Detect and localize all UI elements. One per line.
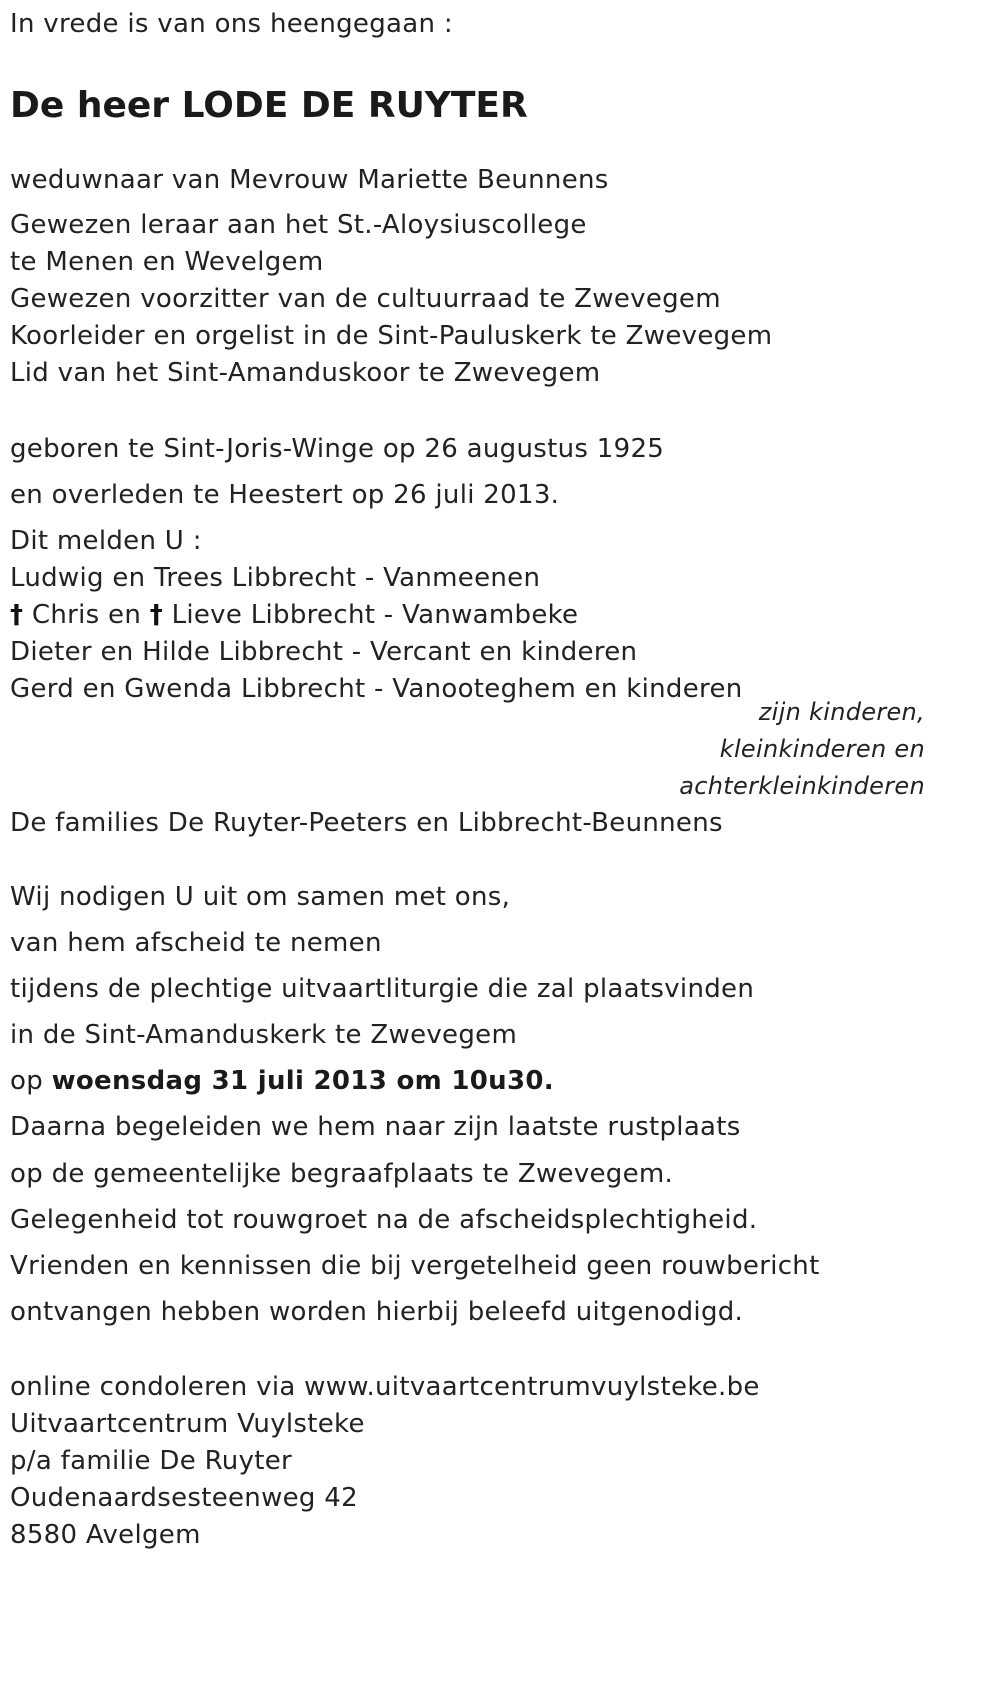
birth-text: geboren te Sint-Joris-Winge op 26 augustus 1925 [10,434,665,464]
family-line [10,598,578,632]
street-address: Oudenaardsesteenweg 42 [10,1483,358,1513]
after-line: Gelegenheid tot rouwgroet na de afscheidsplechtigheid. [10,1205,758,1235]
cross-icon: † [149,600,163,630]
role-line: Koorleider en orgelist in de Sint-Pauluskerk te Zwevegem [10,321,773,351]
role-line: Lid van het Sint-Amanduskoor te Zwevegem [10,358,601,388]
announce-label: Dit melden U : [10,526,202,556]
after-line: op de gemeentelijke begraafplaats te Zwevegem. [10,1159,674,1189]
care-of: p/a familie De Ruyter [10,1446,293,1476]
relation-text: weduwnaar van Mevrouw Mariette Beunnens [10,165,609,195]
invitation-line: van hem afscheid te nemen [10,928,382,958]
role-line: Gewezen leraar aan het St.-Aloysiuscollege [10,210,587,240]
intro-text: In vrede is van ons heengegaan : [10,9,453,39]
family-line: Gerd en Gwenda Libbrecht - Vanooteghem en kinderen [10,674,743,704]
family-note-line: kleinkinderen en [719,735,925,763]
city-address: 8580 Avelgem [10,1520,201,1550]
cross-icon: † [10,600,24,630]
after-line: Vrienden en kennissen die bij vergetelheid geen rouwbericht [10,1251,820,1281]
after-line: ontvangen hebben worden hierbij beleefd uitgenodigd. [10,1297,744,1327]
family-line: Ludwig en Trees Libbrecht - Vanmeenen [10,563,541,593]
funeral-home-name: Uitvaartcentrum Vuylsteke [10,1409,365,1439]
family-line: Dieter en Hilde Libbrecht - Vercant en kinderen [10,637,638,667]
family-note-line: zijn kinderen, [758,698,925,726]
family-line-text: Lieve Libbrecht - Vanwambeke [163,600,579,630]
deceased-name: De heer LODE DE RUYTER [10,85,528,126]
invitation-line: tijdens de plechtige uitvaartliturgie die zal plaatsvinden [10,974,755,1004]
role-line: te Menen en Wevelgem [10,247,324,277]
ceremony-line [10,1064,554,1098]
death-text: en overleden te Heestert op 26 juli 2013. [10,480,560,510]
family-line-text: Chris en [23,600,150,630]
after-line: Daarna begeleiden we hem naar zijn laatste rustplaats [10,1112,741,1142]
ceremony-prefix: op [10,1066,52,1096]
families-text: De families De Ruyter-Peeters en Libbrecht-Beunnens [10,808,723,838]
online-condolence: online condoleren via www.uitvaartcentrumvuylsteke.be [10,1372,760,1402]
role-line: Gewezen voorzitter van de cultuurraad te Zwevegem [10,284,721,314]
ceremony-date-time: woensdag 31 juli 2013 om 10u30. [51,1066,554,1096]
family-note-line: achterkleinkinderen [679,772,925,800]
invitation-line: in de Sint-Amanduskerk te Zwevegem [10,1020,518,1050]
invitation-line: Wij nodigen U uit om samen met ons, [10,882,511,912]
